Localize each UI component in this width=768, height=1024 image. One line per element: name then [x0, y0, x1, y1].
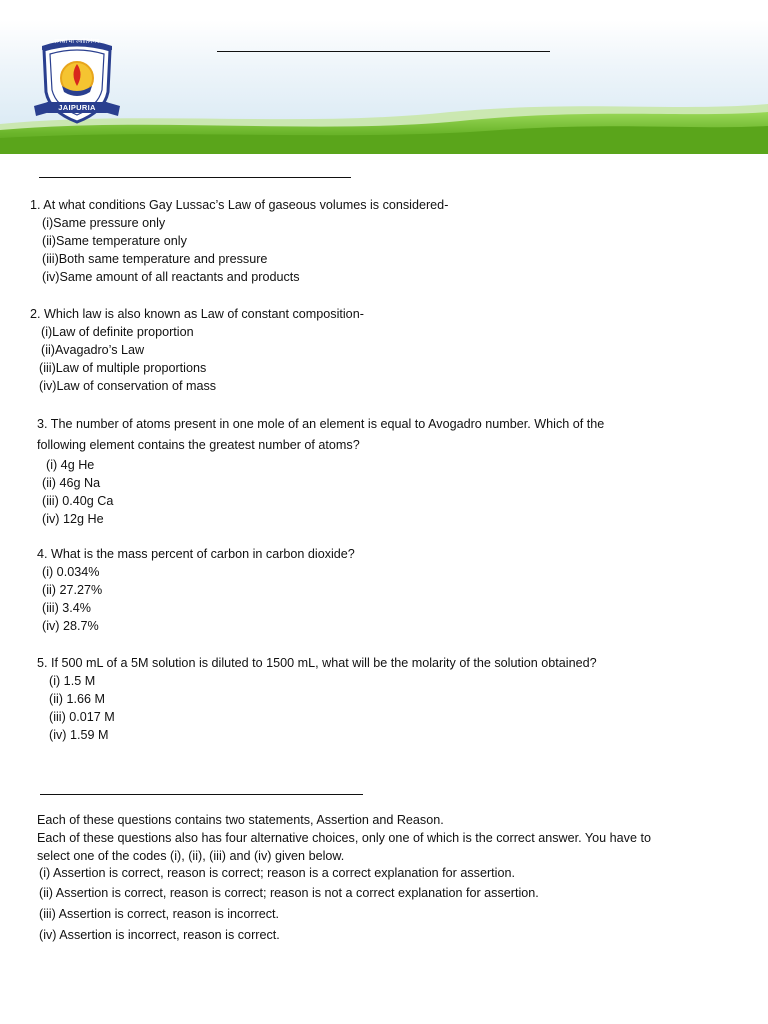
instruction-line: Each of these questions contains two statements, Assertion and Reason. — [37, 813, 444, 827]
option: (ii)Same temperature only — [42, 234, 187, 248]
question-3 — [37, 414, 604, 528]
option: (iii)Both same temperature and pressure — [42, 252, 268, 266]
instruction-line: select one of the codes (i), (ii), (iii) and (iv) given below. — [37, 849, 345, 863]
code-option: (iii) Assertion is correct, reason is incorrect. — [39, 907, 280, 921]
question-4 — [37, 545, 355, 635]
section-title-line — [40, 794, 363, 795]
header-title-line — [217, 51, 550, 52]
question-text: 4. What is the mass percent of carbon in carbon dioxide? — [37, 547, 355, 561]
question-text-line-2: following element contains the greatest number of atoms? — [37, 438, 360, 452]
school-logo — [28, 36, 126, 130]
question-text: 2. Which law is also known as Law of constant composition- — [30, 307, 364, 321]
option: (i) 0.034% — [42, 565, 100, 579]
option: (ii)Avagadro’s Law — [41, 343, 145, 357]
option: (i) 4g He — [46, 458, 95, 472]
question-text: 5. If 500 mL of a 5M solution is diluted to 1500 mL, what will be the molarity of the solution obtained? — [37, 656, 597, 670]
assertion-reason-instructions — [37, 811, 737, 865]
option: (iv)Law of conservation of mass — [39, 379, 217, 393]
option: (iii) 0.40g Ca — [42, 494, 114, 508]
option: (ii) 46g Na — [42, 476, 101, 490]
question-2 — [30, 305, 364, 395]
option: (iii) 0.017 M — [49, 710, 115, 724]
code-option: (i) Assertion is correct, reason is correct; reason is a correct explanation for assertion. — [39, 866, 515, 880]
instruction-line: Each of these questions also has four alternative choices, only one of which is the correct answer. You have to — [37, 831, 651, 845]
option: (ii) 1.66 M — [49, 692, 105, 706]
option: (iii)Law of multiple proportions — [39, 361, 207, 375]
option: (iv) 28.7% — [42, 619, 99, 633]
logo-name: JAIPURIA — [58, 103, 96, 112]
option: (i) 1.5 M — [49, 674, 96, 688]
code-option: (ii) Assertion is correct, reason is correct; reason is not a correct explanation for assertion. — [39, 886, 539, 900]
option: (i)Law of definite proportion — [41, 325, 194, 339]
logo-motto: तमसो मा ज्योतिर्गमय — [54, 39, 100, 45]
question-text: 1. At what conditions Gay Lussac’s Law of gaseous volumes is considered- — [30, 198, 449, 212]
option: (i)Same pressure only — [42, 216, 166, 230]
option: (iii) 3.4% — [42, 601, 91, 615]
option: (iv) 12g He — [42, 512, 104, 526]
section-title-line — [39, 177, 351, 178]
question-1 — [30, 196, 448, 286]
option: (iv)Same amount of all reactants and products — [42, 270, 300, 284]
code-option: (iv) Assertion is incorrect, reason is correct. — [39, 928, 280, 942]
option: (iv) 1.59 M — [49, 728, 109, 742]
question-text-line-1: 3. The number of atoms present in one mole of an element is equal to Avogadro number. Which of the — [37, 417, 605, 431]
question-5 — [37, 654, 597, 744]
option: (ii) 27.27% — [42, 583, 103, 597]
